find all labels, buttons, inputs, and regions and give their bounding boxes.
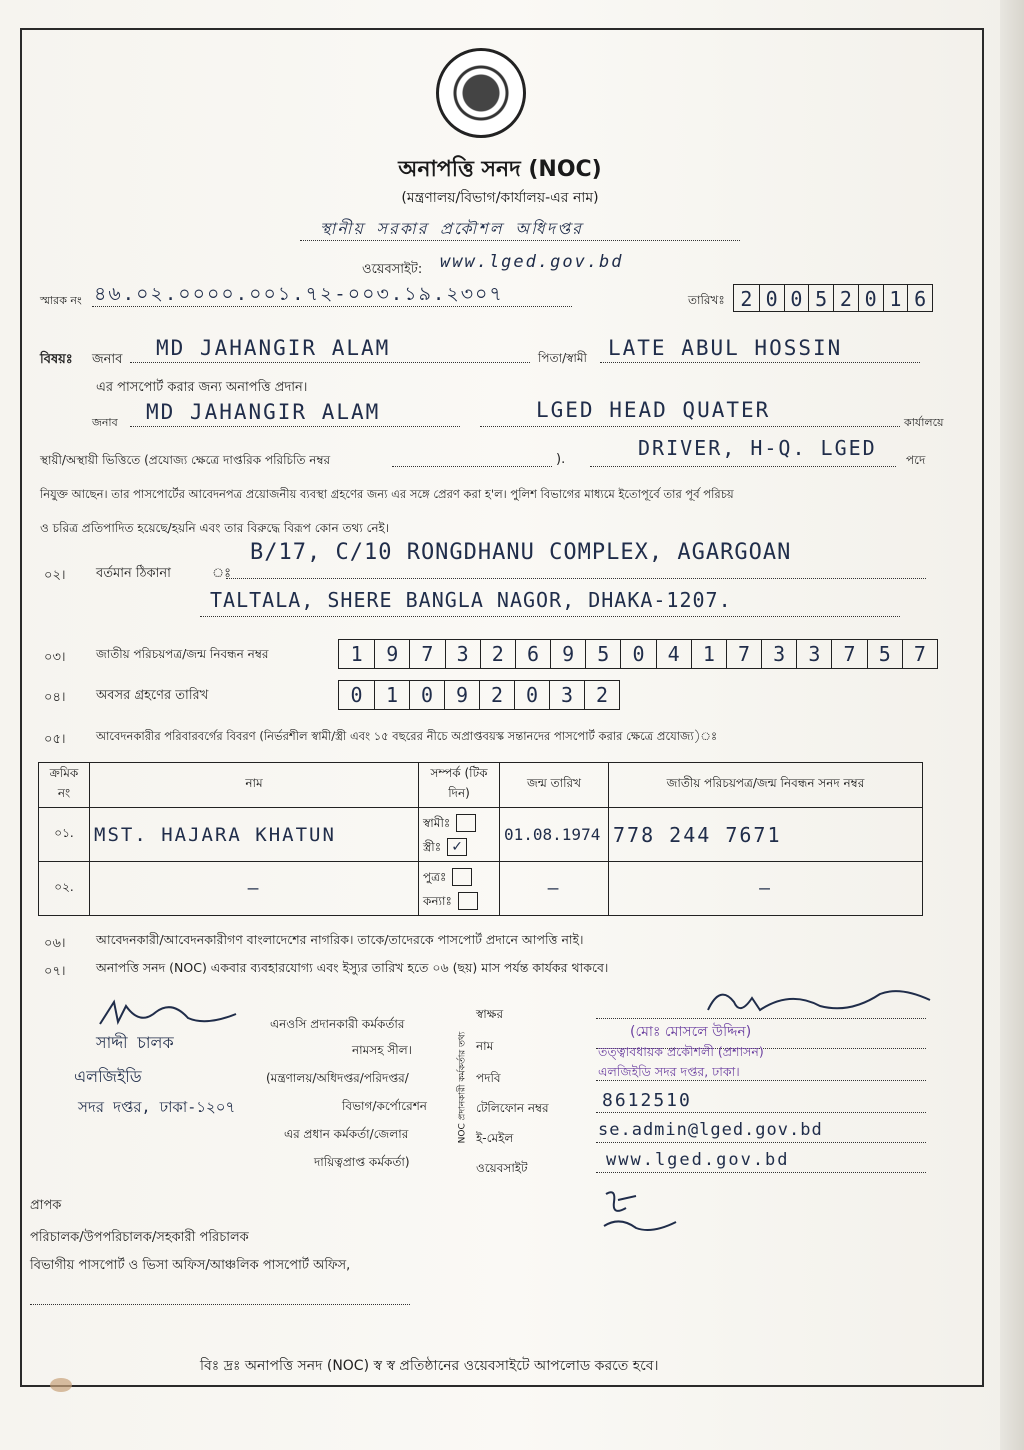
item-05-number: ০৫। bbox=[44, 732, 66, 747]
footer-note: বিঃ দ্রঃ অনাপত্তি সনদ (NOC) স্ব স্ব প্রতিষ্ঠানের ওয়েবসাইটে আপলোড করতে হবে। bbox=[200, 1358, 659, 1374]
relation-checkbox[interactable] bbox=[452, 868, 472, 886]
memo-line bbox=[92, 306, 572, 307]
relation-label: কন্যাঃ bbox=[423, 893, 452, 908]
relation-checkbox[interactable] bbox=[458, 892, 478, 910]
issuer-desc-5: এর প্রধান কর্মকর্তা/জেলার bbox=[284, 1127, 409, 1141]
digit-cell: 5 bbox=[585, 640, 620, 668]
table-row bbox=[39, 808, 923, 862]
digit-cell: 1 bbox=[374, 681, 409, 709]
digit-cell: 6 bbox=[515, 640, 550, 668]
col-nid: জাতীয় পরিচয়পত্র/জন্ম নিবন্ধন সনদ নম্বর bbox=[609, 763, 923, 808]
office-value: LGED HEAD QUATER bbox=[536, 398, 771, 422]
col-dob: জন্ম তারিখ bbox=[500, 763, 609, 808]
initials-signature-icon bbox=[596, 1186, 686, 1236]
left-hw-line-3: সদর দপ্তর, ঢাকা-১২০৭ bbox=[78, 1098, 236, 1116]
office-name-line bbox=[300, 240, 740, 241]
digit-cell: 0 bbox=[514, 681, 549, 709]
left-hw-line-1: সাদ্দী চালক bbox=[96, 1033, 174, 1052]
issuer-desc-3: (মন্ত্রণালয়/অধিদপ্তর/পরিদপ্তর/ bbox=[266, 1071, 409, 1085]
email-value: se.admin@lged.gov.bd bbox=[598, 1120, 823, 1140]
post-value: DRIVER, H-Q. LGED bbox=[638, 436, 877, 460]
father-name: LATE ABUL HOSSIN bbox=[608, 336, 843, 360]
row-relation bbox=[419, 862, 500, 916]
issuer-desc-2: নামসহ সীল। bbox=[352, 1043, 412, 1057]
permanence-close: ). bbox=[556, 452, 566, 467]
digit-cell: 9 bbox=[550, 640, 585, 668]
phone-value: 8612510 bbox=[602, 1090, 692, 1111]
address-line-2: TALTALA, SHERE BANGLA NAGOR, DHAKA-1207. bbox=[210, 588, 732, 612]
digit-cell: 3 bbox=[445, 640, 480, 668]
field-email-label: ই-মেইল bbox=[476, 1131, 514, 1145]
issuer-desc-1: এনওসি প্রদানকারী কর্মকর্তার bbox=[270, 1017, 405, 1031]
address-label: বর্তমান ঠিকানা bbox=[96, 566, 171, 581]
digit-cell: 5 bbox=[867, 640, 902, 668]
digit-cell: 3 bbox=[549, 681, 584, 709]
relation-label: স্ত্রীঃ bbox=[423, 839, 442, 854]
office-name: স্থানীয় সরকার প্রকৌশল অধিদপ্তর bbox=[320, 219, 583, 238]
nid-boxes bbox=[338, 639, 938, 669]
retirement-date-boxes bbox=[338, 680, 620, 710]
office-suffix: কার্যালয়ে bbox=[904, 416, 944, 429]
digit-cell: 2 bbox=[833, 285, 858, 311]
row-dob: — bbox=[500, 862, 609, 916]
col-serial: ক্রমিক নং bbox=[39, 763, 90, 808]
digit-cell: 7 bbox=[831, 640, 866, 668]
memo-value: ৪৬.০২.০০০০.০০১.৭২-০০৩.১৯.২৩০৭ bbox=[94, 283, 504, 305]
para-line-1: নিযুক্ত আছেন। তার পাসপোর্টের আবেদনপত্র প্রয়োজনীয় ব্যবস্থা গ্রহণের জন্য এর সঙ্গে প্রেরণ করা হ'ল। পুলিশ বিভাগের মাধ্যমে ইতোপূর্বে তার পূর্ব পরিচয় bbox=[40, 487, 734, 501]
mr-label: জনাব bbox=[92, 352, 123, 367]
issuer-desc-6: দায়িত্বপ্রাপ্ত কর্মকর্তা) bbox=[314, 1155, 410, 1169]
date-label: তারিখঃ bbox=[688, 293, 725, 307]
digit-cell: 0 bbox=[409, 681, 444, 709]
document-subtitle: (মন্ত্রণালয়/বিভাগ/কার্যালয়-এর নাম) bbox=[401, 190, 599, 206]
name2-line bbox=[130, 426, 460, 427]
field-phone-label: টেলিফোন নম্বর bbox=[476, 1101, 549, 1115]
digit-cell: 3 bbox=[796, 640, 831, 668]
post-line bbox=[590, 466, 896, 467]
father-label: পিতা/স্বামী bbox=[538, 351, 587, 365]
row-nid: — bbox=[609, 862, 923, 916]
digit-cell: 2 bbox=[584, 681, 619, 709]
website-line bbox=[596, 1172, 926, 1173]
row-serial: ০২. bbox=[39, 862, 90, 916]
item-06-number: ০৬। bbox=[44, 936, 66, 951]
document-title: অনাপত্তি সনদ (NOC) bbox=[398, 157, 602, 182]
digit-cell: 1 bbox=[350, 642, 363, 666]
digit-cell: 0 bbox=[784, 285, 809, 311]
mr-label-2: জনাব bbox=[92, 416, 118, 429]
address-colon: ঃ bbox=[212, 566, 232, 581]
row-relation bbox=[419, 808, 500, 862]
subject-label: বিষয়ঃ bbox=[40, 352, 73, 367]
website-label: ওয়েবসাইট: bbox=[362, 262, 423, 277]
declaration-07: অনাপত্তি সনদ (NOC) একবার ব্যবহারযোগ্য এবং ইস্যুর তারিখ হতে ০৬ (ছয়) মাস পর্যন্ত কার্যকর থাকবে। bbox=[96, 960, 609, 975]
recipient-label: প্রাপক bbox=[30, 1198, 62, 1213]
table-row bbox=[39, 862, 923, 916]
row-name: MST. HAJARA KHATUN bbox=[90, 808, 419, 862]
digit-cell: 1 bbox=[883, 285, 908, 311]
digit-cell: 5 bbox=[808, 285, 833, 311]
phone-line bbox=[596, 1112, 926, 1113]
stamp-title: তত্ত্বাবধায়ক প্রকৌশলী (প্রশাসন) bbox=[598, 1044, 764, 1059]
family-table-header bbox=[39, 763, 923, 808]
para-line-2: ও চরিত্র প্রতিপাদিত হয়েছে/হয়নি এবং তার বিরুদ্ধে বিরূপ কোন তথ্য নেই। bbox=[40, 521, 390, 535]
item-02-number: ০২। bbox=[44, 568, 66, 583]
field-signature-label: স্বাক্ষর bbox=[476, 1007, 504, 1021]
relation-checkbox[interactable] bbox=[456, 814, 476, 832]
post-suffix: পদে bbox=[906, 453, 926, 467]
applicant-name: MD JAHANGIR ALAM bbox=[156, 336, 391, 360]
digit-cell: 2 bbox=[740, 287, 753, 311]
declaration-06: আবেদনকারী/আবেদনকারীগণ বাংলাদেশের নাগরিক। তাকে/তাদেরকে পাসপোর্ট প্রদানে আপত্তি নাই। bbox=[96, 932, 584, 947]
nid-label: জাতীয় পরিচয়পত্র/জন্ম নিবন্ধন নম্বর bbox=[96, 647, 269, 661]
issue-date-boxes bbox=[733, 284, 933, 312]
digit-cell: 0 bbox=[620, 640, 655, 668]
address-line-1-rule bbox=[226, 578, 926, 579]
digit-cell: 2 bbox=[479, 681, 514, 709]
recipient-address-line bbox=[30, 1304, 410, 1305]
stamp-office: এলজিইডি সদর দপ্তর, ঢাকা। bbox=[598, 1064, 740, 1079]
relation-label: পুত্রঃ bbox=[423, 869, 447, 884]
paper-stain bbox=[50, 1378, 72, 1392]
retire-label: অবসর গ্রহণের তারিখ bbox=[96, 688, 209, 703]
family-label: আবেদনকারীর পরিবারবর্গের বিবরণ (নির্ভরশীল স্বামী/স্ত্রী এবং ১৫ বছরের নীচে অপ্রাপ্তবয়স্ক সন্তানদের পাসপোর্ট করার ক্ষেত্রে প্রযোজ্য)ঃ bbox=[96, 729, 718, 743]
relation-label: স্বামীঃ bbox=[423, 815, 451, 830]
recipient-line-1: পরিচালক/উপপরিচালক/সহকারী পরিচালক bbox=[30, 1230, 249, 1245]
government-seal-icon bbox=[436, 48, 526, 138]
stamp-name: (মোঃ মোসলে উদ্দিন) bbox=[630, 1024, 752, 1040]
item-04-number: ০৪। bbox=[44, 690, 66, 705]
email-line bbox=[596, 1142, 926, 1143]
address-line-1: B/17, C/10 RONGDHANU COMPLEX, AGARGOAN bbox=[250, 540, 792, 565]
row-nid: 778 244 7671 bbox=[609, 808, 923, 862]
digit-cell: 0 bbox=[858, 285, 883, 311]
recipient-line-2: বিভাগীয় পাসপোর্ট ও ভিসা অফিস/আঞ্চলিক পাসপোর্ট অফিস, bbox=[30, 1258, 351, 1273]
field-website-label: ওয়েবসাইট bbox=[476, 1161, 528, 1175]
relation-checkbox-checked[interactable]: ✓ bbox=[447, 838, 467, 856]
issuer-desc-4: বিভাগ/কর্পোরেশন bbox=[342, 1099, 427, 1113]
family-table bbox=[38, 762, 923, 916]
memo-label: স্মারক নং bbox=[40, 294, 82, 307]
applicant-name-2: MD JAHANGIR ALAM bbox=[146, 400, 381, 424]
row-name: — bbox=[90, 862, 419, 916]
digit-cell: 4 bbox=[656, 640, 691, 668]
digit-cell: 1 bbox=[691, 640, 726, 668]
field-name-label: নাম bbox=[476, 1039, 494, 1053]
permanence-line: স্থায়ী/অস্থায়ী ভিত্তিতে (প্রযোজ্য ক্ষেত্রে দাপ্তরিক পরিচিতি নম্বর bbox=[40, 453, 331, 467]
digit-cell: 7 bbox=[726, 640, 761, 668]
item-03-number: ০৩। bbox=[44, 650, 66, 665]
id-line bbox=[392, 466, 552, 467]
digit-cell: 2 bbox=[480, 640, 515, 668]
col-name: নাম bbox=[90, 763, 419, 808]
vertical-label: NOC প্রদানকারী কর্মকর্তার তথ্য bbox=[457, 1031, 468, 1144]
digit-cell: 9 bbox=[444, 681, 479, 709]
name-line bbox=[130, 362, 530, 363]
website-value: www.lged.gov.bd bbox=[440, 252, 624, 272]
web-value: www.lged.gov.bd bbox=[606, 1150, 790, 1170]
item-07-number: ০৭। bbox=[44, 964, 66, 979]
left-hw-line-2: এলজিইডি bbox=[74, 1067, 142, 1086]
digit-cell: 6 bbox=[907, 285, 932, 311]
digit-cell: 0 bbox=[350, 683, 363, 707]
purpose-line: এর পাসপোর্ট করার জন্য অনাপত্তি প্রদান। bbox=[96, 380, 308, 395]
office-line bbox=[480, 426, 900, 427]
digit-cell: 3 bbox=[761, 640, 796, 668]
digit-cell: 7 bbox=[902, 640, 937, 668]
left-signature-icon bbox=[96, 996, 246, 1030]
row-serial: ০১. bbox=[39, 808, 90, 862]
father-line bbox=[600, 362, 920, 363]
digit-cell: 7 bbox=[409, 640, 444, 668]
digit-cell: 0 bbox=[759, 285, 784, 311]
page-edge bbox=[1000, 0, 1024, 1450]
row-dob: 01.08.1974 bbox=[500, 808, 609, 862]
digit-cell: 9 bbox=[374, 640, 409, 668]
col-relation: সম্পর্ক (টিক দিন) bbox=[419, 763, 500, 808]
address-line-2-rule bbox=[200, 616, 900, 617]
field-designation-label: পদবি bbox=[476, 1071, 501, 1085]
